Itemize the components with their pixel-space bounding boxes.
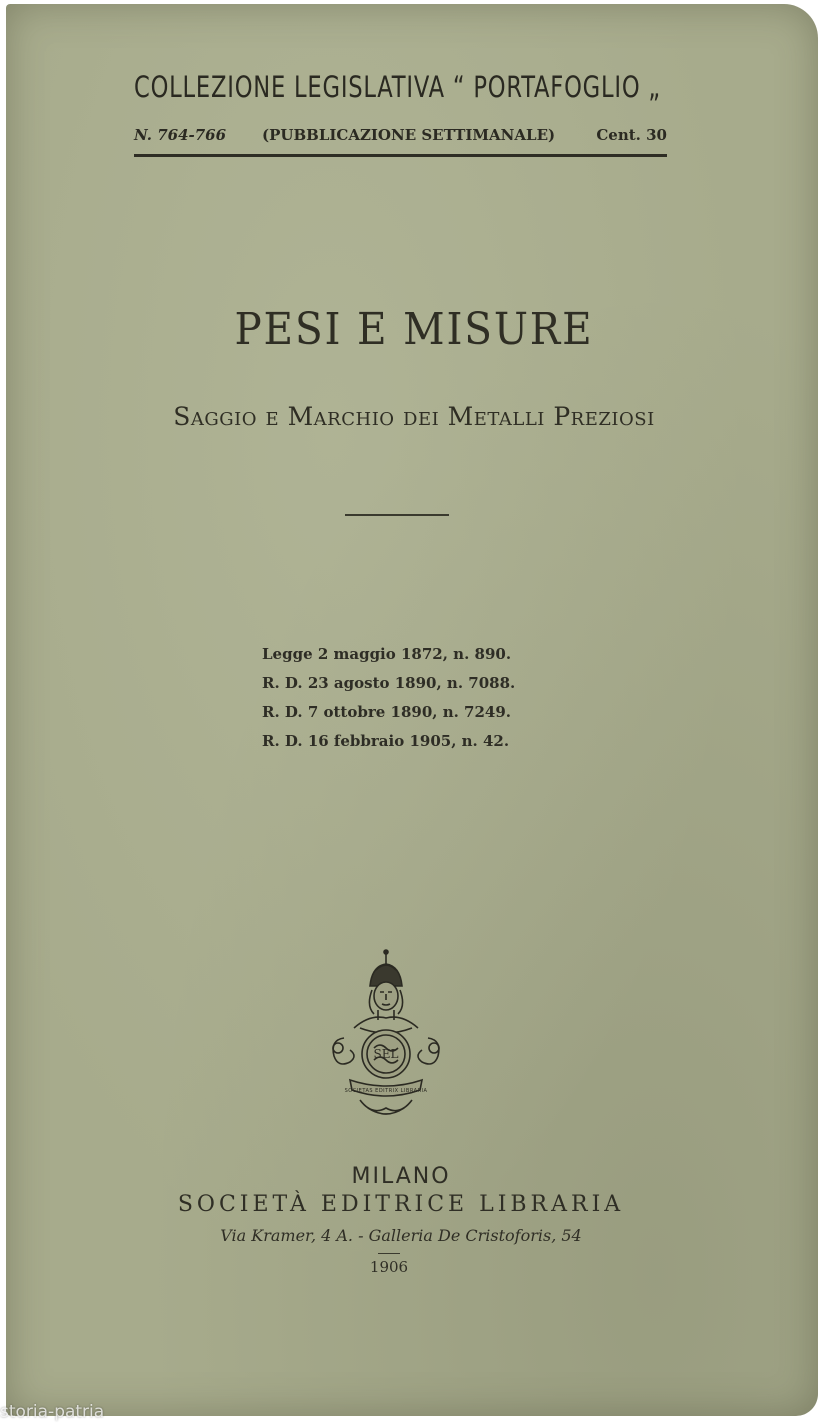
law-item: Legge 2 maggio 1872, n. 890. xyxy=(262,645,512,663)
imprint-address: Via Kramer, 4 A. - Galleria De Cristoforis, 54 xyxy=(220,1226,582,1245)
law-item: R. D. 16 febbraio 1905, n. 42. xyxy=(262,732,510,750)
publication-frequency: (PUBBLICAZIONE SETTIMANALE) xyxy=(262,126,556,144)
imprint-city: MILANO xyxy=(351,1164,451,1189)
watermark: storia-patria xyxy=(0,1402,105,1422)
title-divider xyxy=(345,514,449,516)
issue-price: Cent. 30 xyxy=(596,126,667,144)
header-rule xyxy=(134,154,667,157)
publisher-emblem-icon xyxy=(324,948,456,1120)
issue-number: N. 764-766 xyxy=(134,126,227,144)
law-item: R. D. 23 agosto 1890, n. 7088. xyxy=(262,674,516,692)
svg-text:SEL: SEL xyxy=(373,1047,399,1061)
imprint-year: 1906 xyxy=(369,1258,409,1276)
main-title: PESI E MISURE xyxy=(234,304,594,355)
series-title: COLLEZIONE LEGISLATIVA “ PORTAFOGLIO „ xyxy=(134,70,661,104)
year-divider xyxy=(378,1253,400,1254)
svg-text:SOCIETAS EDITRIX LIBRARIA: SOCIETAS EDITRIX LIBRARIA xyxy=(344,1088,428,1094)
imprint-publisher: SOCIETÀ EDITRICE LIBRARIA xyxy=(177,1192,625,1217)
booklet-cover xyxy=(6,4,818,1416)
subtitle: Saggio e Marchio dei Metalli Preziosi xyxy=(173,402,655,431)
law-item: R. D. 7 ottobre 1890, n. 7249. xyxy=(262,703,512,721)
law-references xyxy=(262,640,562,756)
